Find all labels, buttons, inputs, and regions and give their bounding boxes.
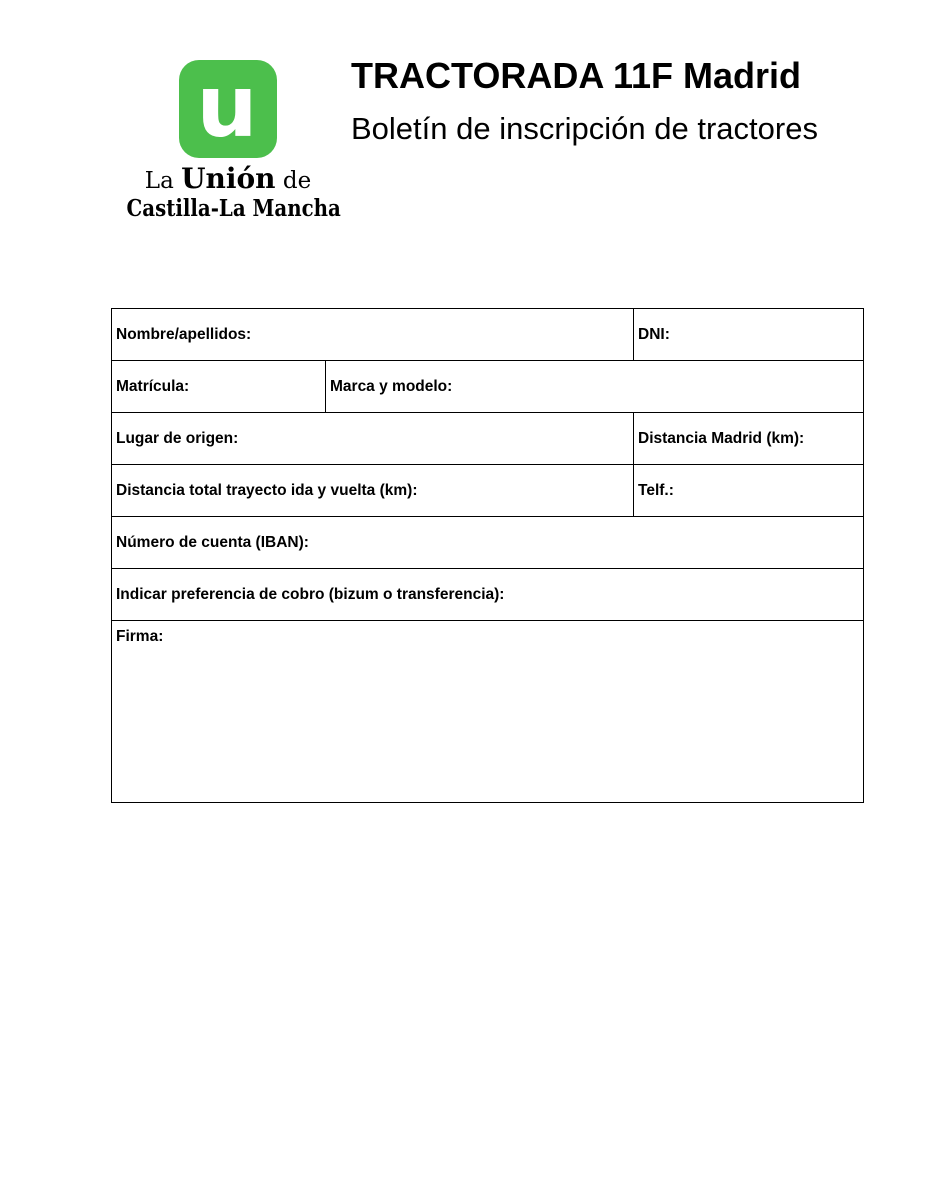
- telf-field[interactable]: [633, 465, 863, 516]
- dni-label: DNI:: [638, 325, 670, 343]
- iban-field[interactable]: [112, 517, 863, 568]
- iban-label: Número de cuenta (IBAN):: [116, 533, 309, 551]
- cobro-label: Indicar preferencia de cobro (bizum o transferencia):: [116, 585, 505, 603]
- form-row-lugar: [112, 413, 863, 465]
- logo-mark-icon: [179, 60, 277, 158]
- distancia-total-field[interactable]: [112, 465, 633, 516]
- form-row-nombre: [112, 309, 863, 361]
- logo-name-line2: Castilla-La Mancha: [126, 195, 341, 222]
- dni-field[interactable]: [633, 309, 863, 360]
- nombre-label: Nombre/apellidos:: [116, 325, 252, 343]
- svg-text:u: u: [196, 60, 258, 157]
- firma-field[interactable]: [112, 621, 863, 802]
- form-row-iban: [112, 517, 863, 569]
- page-subtitle: Boletín de inscripción de tractores: [351, 111, 818, 146]
- form-row-firma: [112, 621, 863, 802]
- distancia-madrid-field[interactable]: [633, 413, 863, 464]
- registration-form: [111, 308, 864, 803]
- firma-label: Firma:: [116, 628, 164, 645]
- lugar-origen-field[interactable]: [112, 413, 633, 464]
- lugar-origen-label: Lugar de origen:: [116, 429, 239, 447]
- telf-label: Telf.:: [638, 481, 674, 499]
- cobro-field[interactable]: [112, 569, 863, 620]
- form-row-matricula: [112, 361, 863, 413]
- form-row-cobro: [112, 569, 863, 621]
- nombre-field[interactable]: [112, 309, 633, 360]
- logo-name-line1: La Unión de: [144, 162, 312, 195]
- marca-modelo-field[interactable]: [325, 361, 863, 412]
- marca-modelo-label: Marca y modelo:: [330, 377, 453, 395]
- distancia-madrid-label: Distancia Madrid (km):: [638, 429, 805, 447]
- form-row-distancia: [112, 465, 863, 517]
- page-title: TRACTORADA 11F Madrid: [351, 55, 802, 96]
- matricula-label: Matrícula:: [116, 377, 190, 395]
- distancia-total-label: Distancia total trayecto ida y vuelta (km):: [116, 481, 418, 499]
- matricula-field[interactable]: [112, 361, 325, 412]
